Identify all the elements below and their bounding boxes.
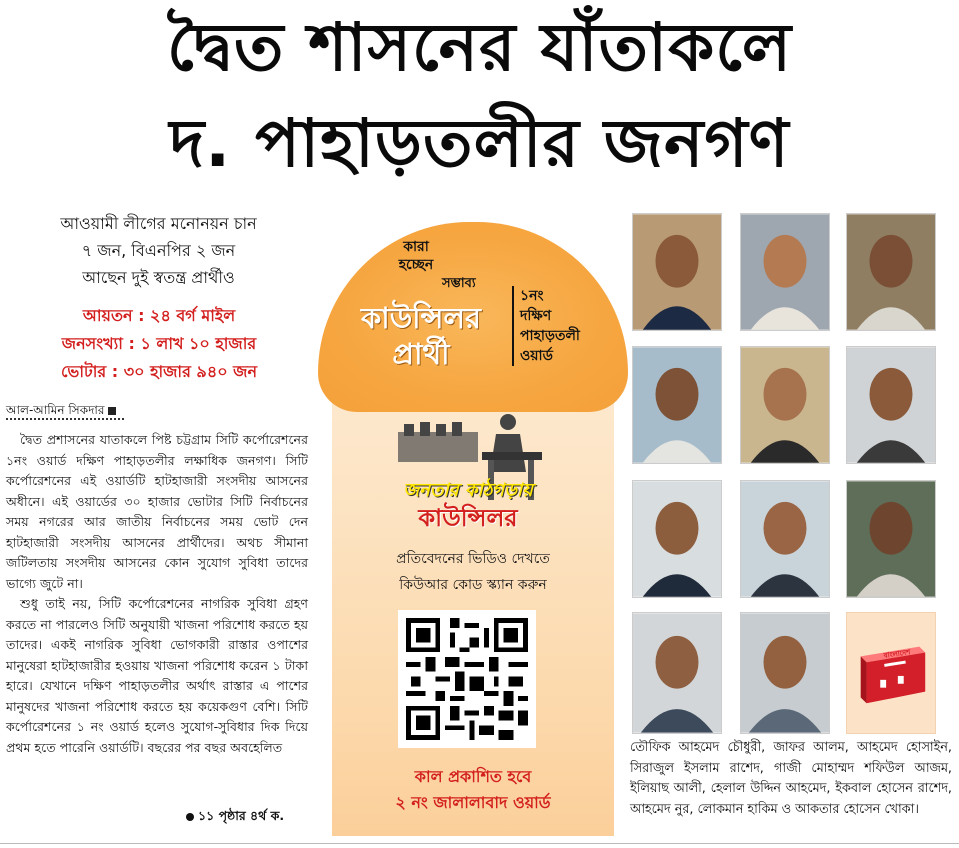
ballot-box-icon <box>847 613 935 733</box>
candidate-photo-11 <box>740 612 830 734</box>
ward-line-2: দক্ষিণ <box>520 308 552 324</box>
portrait-icon <box>741 347 829 463</box>
qr-caption-line-1: প্রতিবেদনের ভিডিও দেখতে <box>396 551 550 567</box>
stat-population: জনসংখ্যা : ১ লাখ ১০ হাজার <box>61 334 257 353</box>
deck-line-3: আছেন দুই স্বতন্ত্র প্রার্থীও <box>82 268 235 287</box>
ward-line-1: ১নং <box>520 288 544 304</box>
ward-line-3: পাহাড়তলী <box>520 328 580 344</box>
next-line-1: কাল প্রকাশিত হবে <box>414 767 532 786</box>
ballot-box-label: বাংলাদেশ <box>883 648 911 660</box>
continued-text: ১১ পৃষ্ঠার ৪র্থ ক. <box>198 808 285 823</box>
portrait-icon <box>633 481 721 597</box>
portrait-icon <box>741 613 829 733</box>
article-paragraph-1: দ্বৈত প্রশাসনের যাতাকলে পিষ্ট চট্টগ্রাম সিটি কর্পোরেশনের ১নং ওয়ার্ড দক্ষিণ পাহাড়তলীর লক্ষাধিক জনগণ। সিটি কর্পোরেশনের এই ওয়ার্ডটি হাটহাজারী সংসদীয় আসনের অধীনে। এই ওয়ার্ডের ৩০ হাজার ভোটার সিটি নির্বাচনের সময় নগরের আর জাতীয় নির্বাচনের সময় ভোট দেন হাটহাজারী সংসদীয় আসনের প্রার্থীদের। অথচ সীমানা জটিলতায় সংসদীয় আসনের কোন সুযোগ সুবিধা তাদের ভাগ্যে জুটে না। <box>6 432 308 591</box>
feature-who-label: কারা হচ্ছেন <box>398 239 434 273</box>
feature-title-line-2: প্রার্থী <box>392 337 450 371</box>
stat-voters: ভোটার : ৩০ হাজার ৯৪০ জন <box>60 362 258 381</box>
logo-text-bottom: কাউন্সিলর <box>418 504 518 532</box>
candidate-photo-6 <box>846 346 936 464</box>
candidate-photo-10 <box>632 612 722 734</box>
candidate-photo-1 <box>632 213 722 331</box>
byline-author: আল-আমিন সিকদার <box>6 403 105 417</box>
stat-area: আয়তন : ২৪ বর্গ মাইল <box>82 306 236 325</box>
feature-title <box>336 300 506 372</box>
candidate-names-caption: তৌফিক আহমেদ চৌধুরী, জাফর আলম, আহমেদ হোসাইন, সিরাজুল ইসলাম রাশেদ, গাজী মোহাম্মদ শফিউল আজম, ইলিয়াছ আলী, হেলাল উদ্দিন আহমেদ, ইকবাল হোসেন রাশেদ, আহমেদ নুর, লোকমান হাকিম ও আকতার হোসেন খোকা। <box>630 740 952 817</box>
next-edition-note <box>336 764 610 816</box>
candidate-photo-2 <box>740 213 830 331</box>
feature-title-line-1: কাউন্সিলর <box>361 301 481 335</box>
qr-code[interactable] <box>398 610 536 748</box>
portrait-icon <box>633 613 721 733</box>
ward-line-4: ওয়ার্ড <box>520 348 553 364</box>
logo-text-top: জনতার কাঠগড়ায় <box>403 480 533 501</box>
qr-caption <box>336 546 610 598</box>
portrait-icon <box>847 347 935 463</box>
portrait-icon <box>741 214 829 330</box>
article-paragraph-2: শুধু তাই নয়, সিটি কর্পোরেশনের নাগরিক সুবিধা গ্রহণ করতে না পারলেও সিটি অনুযায়ী খাজনা পরিশোধ করতে হয় তাদের। একই নাগরিক সুবিধা ভোগকারী রাস্তার ওপাশের মানুষেরা হাটহাজারীর হওয়ায় খাজনা পরিশোধ করেন ১ টাকা হারে। যেখানে দক্ষিণ পাহাড়তলীর অর্থাৎ রাস্তার এ পাশের মানুষদের খাজনা পরিশোধ করতে হয় কয়েকগুণ বেশি। সিটি কর্পোরেশনের ১ নং ওয়ার্ড হলেও সুযোগ-সুবিধার দিক দিয়ে প্রথম হতে পারেনি ওয়ার্ডটি। বছরের পর বছর অবহেলিত <box>6 596 308 755</box>
candidate-photo-7 <box>632 480 722 598</box>
candidate-photo-5 <box>740 346 830 464</box>
feature-ward-label <box>512 286 612 366</box>
ward-stats <box>14 302 304 386</box>
dotted-divider <box>6 418 124 420</box>
bullet-icon <box>186 813 194 821</box>
article-body <box>6 430 308 758</box>
qr-code-icon <box>406 618 528 740</box>
ballot-box-illustration <box>846 612 936 734</box>
portrait-icon <box>847 214 935 330</box>
deck-line-1: আওয়ামী লীগের মনোনয়ন চান <box>60 214 257 233</box>
next-line-2: ২ নং জালালাবাদ ওয়ার্ড <box>395 793 551 812</box>
series-logo <box>378 412 558 538</box>
portrait-icon <box>633 347 721 463</box>
deck-line-2: ৭ জন, বিএনপির ২ জন <box>81 241 236 260</box>
bottom-rule <box>0 843 959 844</box>
qr-caption-line-2: কিউআর কোড স্ক্যান করুন <box>399 577 547 593</box>
continued-note <box>186 808 284 828</box>
candidate-photo-4 <box>632 346 722 464</box>
candidate-photo-9 <box>846 480 936 598</box>
headline-line-1: দ্বৈত শাসনের যাঁতাকলে <box>166 9 793 86</box>
deck <box>6 210 311 291</box>
candidate-photo-3 <box>846 213 936 331</box>
feature-possible-label: সম্ভাব্য <box>442 276 476 291</box>
portrait-icon <box>633 214 721 330</box>
portrait-icon <box>847 481 935 597</box>
candidate-photo-8 <box>740 480 830 598</box>
portrait-icon <box>741 481 829 597</box>
square-bullet-icon <box>108 407 116 415</box>
headline-line-2: দ. পাহাড়তলীর জনগণ <box>169 105 790 182</box>
